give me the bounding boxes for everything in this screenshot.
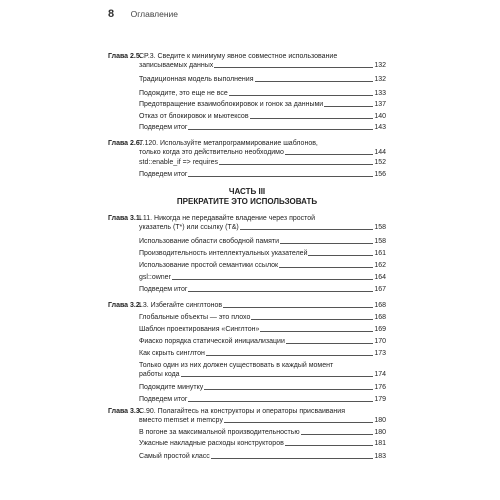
part-title: ПРЕКРАТИТЕ ЭТО ИСПОЛЬЗОВАТЬ xyxy=(176,197,318,206)
leader-line xyxy=(223,307,373,308)
leader-line xyxy=(285,445,373,446)
toc-chapter-3-2[interactable] xyxy=(108,301,386,310)
toc-entry[interactable] xyxy=(139,395,386,404)
toc-entry[interactable] xyxy=(139,273,386,282)
entry-title: gsl::owner xyxy=(139,274,171,281)
toc-chapter-2-6[interactable] xyxy=(108,139,386,157)
chapter-title-line1: C.90. Полагайтесь на конструкторы и операторы присваивания xyxy=(139,408,345,415)
page-ref: 161 xyxy=(374,250,386,257)
toc-entry[interactable] xyxy=(139,337,386,346)
entry-title: Производительность интеллектуальных указателей xyxy=(139,250,308,257)
page-ref: 170 xyxy=(374,338,386,345)
leader-line xyxy=(229,95,374,96)
running-title: Оглавление xyxy=(130,9,179,19)
leader-line xyxy=(188,291,373,292)
toc-entry[interactable] xyxy=(139,261,386,270)
part-number: ЧАСТЬ III xyxy=(228,187,266,196)
leader-line xyxy=(181,376,374,377)
page-ref: 183 xyxy=(374,453,386,460)
page-ref: 176 xyxy=(374,384,386,391)
leader-line xyxy=(219,164,373,165)
toc-chapter-2-5[interactable] xyxy=(108,52,386,70)
page-ref: 168 xyxy=(374,314,386,321)
page-ref: 133 xyxy=(374,90,386,97)
chapter-label: Глава 2.5. xyxy=(108,53,142,60)
toc-entry[interactable] xyxy=(139,325,386,334)
toc-entry[interactable] xyxy=(139,249,386,258)
page-ref: 181 xyxy=(374,440,386,447)
entry-title: Подведем итог xyxy=(139,396,188,403)
page-ref: 174 xyxy=(374,371,386,378)
toc-entry[interactable] xyxy=(139,89,386,98)
leader-line xyxy=(224,422,373,423)
chapter-label: Глава 3.2. xyxy=(108,302,142,309)
page-ref: 144 xyxy=(374,149,386,156)
entry-title-line1: Только один из них должен существовать в каждый момент xyxy=(139,362,334,369)
toc-entry[interactable] xyxy=(139,170,386,179)
chapter-label: Глава 3.3. xyxy=(108,408,142,415)
page-ref: 158 xyxy=(374,224,386,231)
leader-line xyxy=(286,343,373,344)
toc-entry[interactable] xyxy=(139,158,386,167)
leader-line xyxy=(324,106,373,107)
leader-line xyxy=(251,319,373,320)
leader-line xyxy=(308,255,373,256)
leader-line xyxy=(255,81,374,82)
entry-title: Предотвращение взаимоблокировок и гонок за данными xyxy=(139,101,324,108)
entry-title: Ужасные накладные расходы конструкторов xyxy=(139,440,284,447)
entry-title: Отказ от блокировок и мьютексов xyxy=(139,113,249,120)
running-header xyxy=(108,8,178,20)
chapter-title: I.3. Избегайте синглтонов xyxy=(139,302,223,309)
entry-title: Подведем итог xyxy=(139,124,188,131)
leader-line xyxy=(172,279,373,280)
entry-title: Использование области свободной памяти xyxy=(139,238,279,245)
entry-title: Самый простой класс xyxy=(139,453,210,460)
chapter-label: Глава 2.6. xyxy=(108,140,142,147)
entry-title: Глобальные объекты — это плохо xyxy=(139,314,251,321)
leader-line xyxy=(279,267,373,268)
entry-title: Шаблон проектирования «Синглтон» xyxy=(139,326,260,333)
leader-line xyxy=(250,118,374,119)
page-number: 8 xyxy=(108,8,115,20)
page-ref: 132 xyxy=(374,76,386,83)
toc-entry[interactable] xyxy=(139,383,386,392)
leader-line xyxy=(285,154,373,155)
toc-entry[interactable] xyxy=(139,439,386,448)
page-ref: 156 xyxy=(374,171,386,178)
toc-entry-multiline[interactable] xyxy=(139,361,386,379)
page-ref: 132 xyxy=(374,62,386,69)
entry-title: Традиционная модель выполнения xyxy=(139,76,254,83)
toc-entry[interactable] xyxy=(139,112,386,121)
leader-line xyxy=(211,458,374,459)
page-ref: 137 xyxy=(374,101,386,108)
chapter-title-line1: I.11. Никогда не передавайте владение через простой xyxy=(139,215,316,222)
page-ref: 164 xyxy=(374,274,386,281)
toc-chapter-3-3[interactable] xyxy=(108,407,386,425)
page-ref: 173 xyxy=(374,350,386,357)
chapter-title-line2: записываемых данных xyxy=(139,62,214,69)
entry-title: Подождите минутку xyxy=(139,384,204,391)
leader-line xyxy=(204,389,373,390)
toc-chapter-3-1[interactable] xyxy=(108,214,386,232)
page-ref: 140 xyxy=(374,113,386,120)
entry-title: Использование простой семантики ссылок xyxy=(139,262,279,269)
page-ref: 179 xyxy=(374,396,386,403)
leader-line xyxy=(240,229,374,230)
page-ref: 152 xyxy=(374,159,386,166)
toc-entry[interactable] xyxy=(139,75,386,84)
entry-title: работы кода xyxy=(139,371,180,378)
page-ref: 167 xyxy=(374,286,386,293)
leader-line xyxy=(301,434,374,435)
chapter-title-line1: CP.3. Сведите к минимуму явное совместное использование xyxy=(139,53,338,60)
chapter-label: Глава 3.1. xyxy=(108,215,142,222)
toc-entry[interactable] xyxy=(139,123,386,132)
toc-entry[interactable] xyxy=(139,428,386,437)
entry-title: Подведем итог xyxy=(139,286,188,293)
toc-entry[interactable] xyxy=(139,349,386,358)
leader-line xyxy=(188,176,373,177)
leader-line xyxy=(280,243,373,244)
page-ref: 168 xyxy=(374,302,386,309)
entry-title: Подведем итог xyxy=(139,171,188,178)
leader-line xyxy=(188,401,373,402)
page-ref: 158 xyxy=(374,238,386,245)
leader-line xyxy=(214,67,373,68)
leader-line xyxy=(206,355,373,356)
toc-entry[interactable] xyxy=(139,285,386,294)
chapter-title-line2: указатель (T*) или ссылку (T&) xyxy=(139,224,239,231)
toc-entry[interactable] xyxy=(139,237,386,246)
chapter-title-line1: T.120. Используйте метапрограммирование шаблонов, xyxy=(139,140,318,147)
page-ref: 169 xyxy=(374,326,386,333)
page-ref: 180 xyxy=(374,429,386,436)
chapter-title-line2: вместо memset и memcpy xyxy=(139,417,223,424)
page-ref: 162 xyxy=(374,262,386,269)
toc-entry[interactable] xyxy=(139,313,386,322)
page-ref: 180 xyxy=(374,417,386,424)
leader-line xyxy=(188,129,373,130)
entry-title: Как скрыть синглтон xyxy=(139,350,205,357)
page-ref: 143 xyxy=(374,124,386,131)
toc-entry[interactable] xyxy=(139,100,386,109)
entry-title: std::enable_if => requires xyxy=(139,159,218,166)
entry-title: В погоне за максимальной производительностью xyxy=(139,429,300,436)
toc-entry[interactable] xyxy=(139,452,386,461)
entry-title: Подождите, это еще не все xyxy=(139,90,228,97)
leader-line xyxy=(260,331,373,332)
chapter-title-line2: только когда это действительно необходимо xyxy=(139,149,284,156)
entry-title: Фиаско порядка статической инициализации xyxy=(139,338,285,345)
